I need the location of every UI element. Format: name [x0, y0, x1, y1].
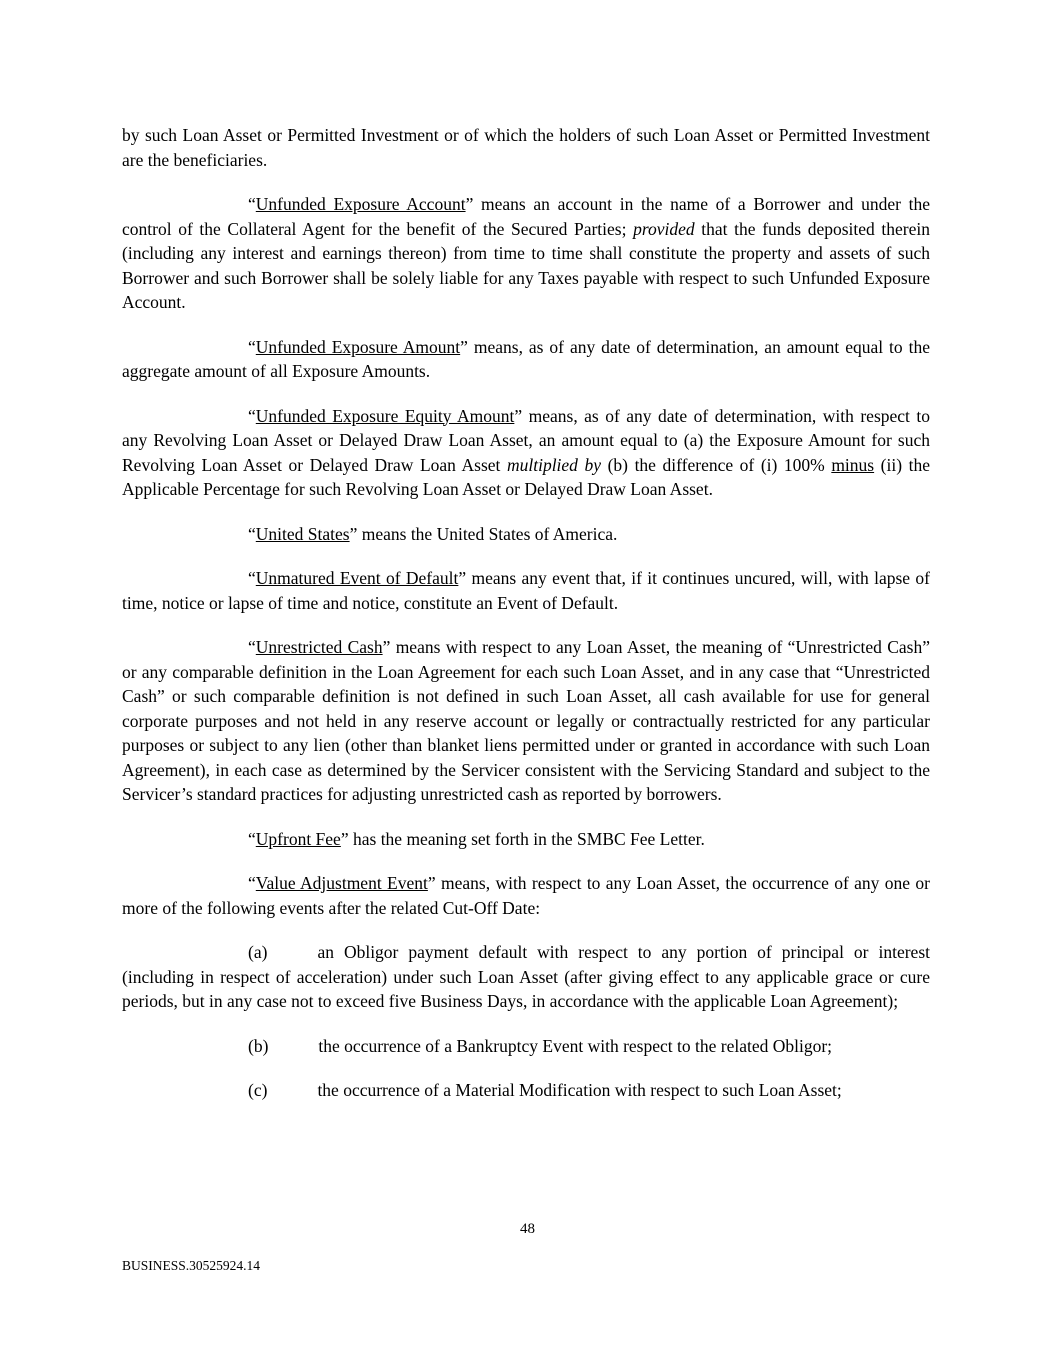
- body-text: ” means any event that, if it continues uncured, will, with lapse of time, notice or lapse of time and notice, constitute an Event of Default.: [122, 568, 930, 613]
- body-text: (a): [248, 942, 268, 962]
- body-text: the occurrence of a Material Modification with respect to such Loan Asset;: [317, 1080, 842, 1100]
- body-text: ” has the meaning set forth in the SMBC Fee Letter.: [340, 828, 705, 849]
- body-text: “: [248, 405, 256, 426]
- defined-term: Unrestricted Cash: [255, 637, 383, 657]
- paragraph: [122, 635, 930, 807]
- body-text: by such Loan Asset or Permitted Investment or of which the holders of such Loan Asset or Permitted Investment are the beneficiaries.: [122, 125, 930, 170]
- body-text: ” means, as of any date of determination, with respect to any Revolving Loan Asset or Delayed Draw Loan Asset, an amount equal to (a) the Exposure Amount for such Revolving Loan Asset or Delayed Draw Loan Asset: [122, 405, 930, 475]
- body-text: an Obligor payment default with respect to any portion of principal or interest (including in respect of acceleration) under such Loan Asset (after giving effect to any applicable grace or cure periods, but in any case not to exceed five Business Days, in accordance with the applicable Loan Agreement);: [122, 942, 930, 1011]
- body-text: “: [248, 336, 256, 357]
- body-text: (b): [248, 1035, 269, 1056]
- italic-text: multiplied by: [506, 454, 602, 475]
- defined-term: minus: [831, 454, 875, 475]
- defined-term: Unfunded Exposure Equity Amount: [255, 405, 515, 426]
- defined-term: United States: [255, 523, 350, 544]
- page-number: 48: [520, 1221, 535, 1237]
- body-text: “: [248, 568, 256, 588]
- paragraph: [122, 1078, 930, 1103]
- body-text: ” means, as of any date of determination, an amount equal to the aggregate amount of all Exposure Amounts.: [122, 336, 930, 381]
- defined-term: Unfunded Exposure Account: [255, 194, 466, 214]
- body-text: ” means, with respect to any Loan Asset, the occurrence of any one or more of the following events after the related Cut-Off Date:: [122, 873, 930, 918]
- body-text: (ii) the Applicable Percentage for such Revolving Loan Asset or Delayed Draw Loan Asset.: [122, 454, 931, 499]
- body-text: ” means the United States of America.: [349, 523, 618, 544]
- body-text: that the funds deposited therein (including any interest and earnings thereon) from time to time shall constitute the property and assets of such Borrower and such Borrower shall be solely liable for any Taxes payable with respect to such Unfunded Exposure Account.: [122, 218, 930, 312]
- defined-term: Upfront Fee: [255, 828, 341, 849]
- paragraph: [122, 192, 930, 315]
- paragraph: [122, 123, 930, 172]
- italic-text: provided: [633, 218, 695, 239]
- body-text: ” means an account in the name of a Borrower and under the control of the Collateral Agent for the benefit of the Secured Parties;: [122, 194, 930, 239]
- body-text: the occurrence of a Bankruptcy Event with respect to the related Obligor;: [318, 1035, 833, 1056]
- paragraph: [122, 335, 930, 384]
- body-text: ” means with respect to any Loan Asset, the meaning of “Unrestricted Cash” or any comparable definition in the Loan Agreement for each such Loan Asset, and in any case that “Unrestricted Cash” or such comparable definition is not defined in such Loan Asset, all cash available for use for general corporate purposes and not held in any reserve account or legally or contractually restricted for any particular purposes or subject to any lien (other than blanket liens permitted under or granted in accordance with such Loan Agreement), in each case as determined by the Servicer consistent with the Servicing Standard and subject to the Servicer’s standard practices for adjusting unrestricted cash as reported by borrowers.: [122, 637, 931, 804]
- paragraph: [122, 827, 930, 852]
- paragraph: [122, 940, 930, 1014]
- paragraph: [122, 566, 930, 615]
- body-text: “: [248, 828, 256, 849]
- defined-term: Unfunded Exposure Amount: [255, 336, 461, 357]
- defined-term: Value Adjustment Event: [255, 873, 428, 893]
- paragraph: [122, 522, 930, 547]
- document-body: [122, 123, 930, 1103]
- body-text: “: [248, 637, 256, 657]
- body-text: (b) the difference of (i) 100%: [601, 454, 832, 475]
- body-text: “: [248, 523, 256, 544]
- paragraph: [122, 871, 930, 920]
- body-text: “: [248, 194, 256, 214]
- paragraph: [122, 404, 930, 502]
- document-footer-id: BUSINESS.30525924.14: [122, 1258, 261, 1273]
- body-text: (c): [248, 1080, 268, 1100]
- paragraph: [122, 1034, 930, 1059]
- defined-term: Unmatured Event of Default: [255, 568, 459, 588]
- body-text: “: [248, 873, 256, 893]
